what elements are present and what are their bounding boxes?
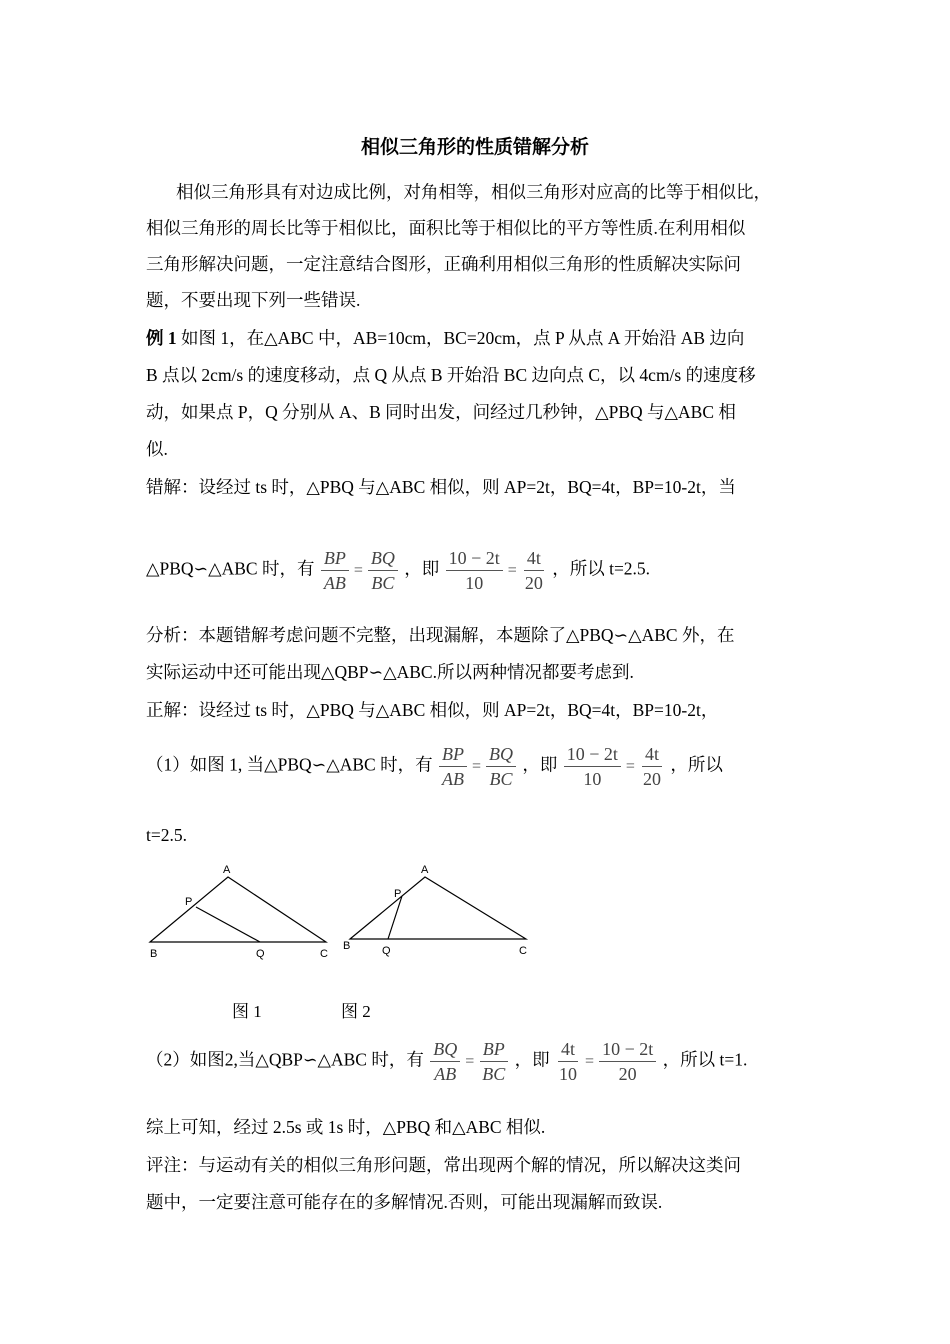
- numerator: 4t: [558, 1040, 578, 1062]
- numerator: 10 − 2t: [446, 549, 503, 571]
- denominator: AB: [441, 769, 464, 789]
- denominator: 10: [559, 1064, 578, 1084]
- fraction-bp-ab: [439, 745, 467, 788]
- page-title: 相似三角形的性质错解分析: [360, 136, 589, 158]
- label-c: C: [519, 945, 527, 957]
- numerator: BP: [321, 549, 349, 571]
- fraction-bq-bc: [368, 549, 398, 592]
- segment-pq: [196, 907, 260, 942]
- summary-line: 综上可知，经过 2.5s 或 1s 时，△PBQ 和△ABC 相似.: [146, 1117, 546, 1137]
- denominator: 10: [465, 573, 484, 593]
- wrong-eq-suffix: ，所以 t=2.5.: [552, 558, 651, 579]
- intro-line-1: 相似三角形具有对边成比例，对角相等，相似三角形对应高的比等于相似比，: [176, 182, 771, 202]
- denominator: 10: [583, 769, 602, 789]
- case-2-prefix: （2）如图2,当△QBP∽△ABC 时，有: [146, 1049, 424, 1070]
- wrong-solution-equation: △PBQ∽△ABC 时，有 $\frac{BP}{AB}$ = $\frac{BQ}{BC}$ ，即 $\frac{10 - 2t}{10}$ = $\frac{4t}{20}$ ，所以 t=2.5.: [146, 548, 651, 593]
- denominator: 20: [524, 573, 543, 593]
- figure-1-caption: 图 1: [232, 1002, 262, 1021]
- numerator: BQ: [430, 1040, 460, 1062]
- numerator: 10 − 2t: [599, 1040, 656, 1062]
- intro-line-3: 三角形解决问题，一定注意结合图形，正确利用相似三角形的性质解决实际问: [146, 254, 741, 274]
- denominator: BC: [482, 1064, 506, 1084]
- triangle-abc: [150, 877, 326, 942]
- label-p: P: [185, 896, 193, 908]
- case-1-result: t=2.5.: [146, 825, 187, 845]
- numerator: BP: [480, 1040, 508, 1062]
- case-2-suffix: ，所以 t=1.: [662, 1049, 748, 1070]
- wrong-solution-line-1: 错解：设经过 ts 时，△PBQ 与△ABC 相似，则 AP=2t，BQ=4t，BP=10-2t，当: [146, 477, 736, 497]
- label-b: B: [150, 948, 158, 960]
- wrong-eq-prefix: △PBQ∽△ABC 时，有: [146, 558, 315, 579]
- example-line-1: [146, 330, 744, 348]
- fraction-4t-20: [640, 745, 664, 788]
- intro-line-4: 题，不要出现下列一些错误.: [146, 290, 361, 310]
- case-1-mid: ，即: [522, 754, 558, 775]
- correct-solution-line-1: 正解：设经过 ts 时，△PBQ 与△ABC 相似，则 AP=2t，BQ=4t，BP=10-2t，: [146, 700, 719, 720]
- analysis-line-1: 分析：本题错解考虑问题不完整，出现漏解，本题除了△PBQ∽△ABC 外，在: [146, 625, 735, 645]
- label-b: B: [343, 940, 351, 952]
- case-2-mid: ，即: [514, 1049, 550, 1070]
- fraction-4t-20: [522, 549, 546, 592]
- denominator: BC: [489, 769, 513, 789]
- case-2-equation: （2）如图2,当△QBP∽△ABC 时，有 $\frac{BQ}{AB}$ = $\frac{BP}{BC}$ ，即 $\frac{4t}{10}$ = $\frac{10 - 2t}{20}$ ，所以 t=1.: [146, 1039, 748, 1084]
- fraction-bp-bc: [479, 1040, 508, 1083]
- numerator: BQ: [486, 745, 516, 767]
- example-line-4: 似.: [146, 439, 168, 459]
- fraction-10-2t-20: [599, 1040, 656, 1083]
- example-line-2: B 点以 2cm/s 的速度移动，点 Q 从点 B 开始沿 BC 边向点 C，以 4cm/s 的速度移: [146, 365, 756, 385]
- example-label: 例 1: [146, 328, 177, 348]
- numerator: 10 − 2t: [564, 745, 621, 767]
- figure-2-diagram: [336, 860, 536, 965]
- comment-line-2: 题中，一定要注意可能存在的多解情况.否则，可能出现漏解而致误.: [146, 1192, 663, 1212]
- denominator: BC: [371, 573, 395, 593]
- triangle-abc: [350, 877, 526, 939]
- fraction-bq-ab: [430, 1040, 460, 1083]
- label-c: C: [320, 948, 328, 960]
- label-q: Q: [256, 948, 265, 960]
- case-1-prefix: （1）如图 1, 当△PBQ∽△ABC 时，有: [146, 754, 433, 775]
- fraction-10-2t-10: [564, 745, 621, 788]
- wrong-eq-mid: ，即: [404, 558, 440, 579]
- numerator: 4t: [642, 745, 662, 767]
- figure-1-diagram: [140, 860, 340, 965]
- comment-line-1: 评注：与运动有关的相似三角形问题，常出现两个解的情况，所以解决这类问: [146, 1155, 741, 1175]
- case-1-suffix: ，所以: [670, 754, 723, 775]
- fraction-4t-10: [556, 1040, 580, 1083]
- fraction-bq-bc: [486, 745, 516, 788]
- fraction-10-2t-10: [446, 549, 503, 592]
- numerator: BQ: [368, 549, 398, 571]
- intro-line-2: 相似三角形的周长比等于相似比，面积比等于相似比的平方等性质.在利用相似: [146, 218, 746, 238]
- label-a: A: [223, 864, 231, 876]
- fraction-bp-ab: [321, 549, 349, 592]
- denominator: AB: [434, 1064, 457, 1084]
- label-a: A: [421, 864, 429, 876]
- example-text-1: 如图 1，在△ABC 中，AB=10cm，BC=20cm，点 P 从点 A 开始沿 AB 边向: [176, 328, 745, 348]
- denominator: 20: [642, 769, 661, 789]
- denominator: 20: [618, 1064, 637, 1084]
- denominator: AB: [323, 573, 346, 593]
- analysis-line-2: 实际运动中还可能出现△QBP∽△ABC.所以两种情况都要考虑到.: [146, 662, 634, 682]
- label-p: P: [394, 888, 402, 900]
- example-line-3: 动，如果点 P，Q 分别从 A、B 同时出发，问经过几秒钟，△PBQ 与△ABC 相: [146, 402, 736, 422]
- label-q: Q: [382, 945, 391, 957]
- numerator: BP: [439, 745, 467, 767]
- figure-2-caption: 图 2: [341, 1002, 371, 1021]
- case-1-equation: （1）如图 1, 当△PBQ∽△ABC 时，有 $\frac{BP}{AB}$ = $\frac{BQ}{BC}$ ，即 $\frac{10 - 2t}{10}$ = $\frac{4t}{20}$ ，所以: [146, 744, 723, 789]
- numerator: 4t: [524, 549, 544, 571]
